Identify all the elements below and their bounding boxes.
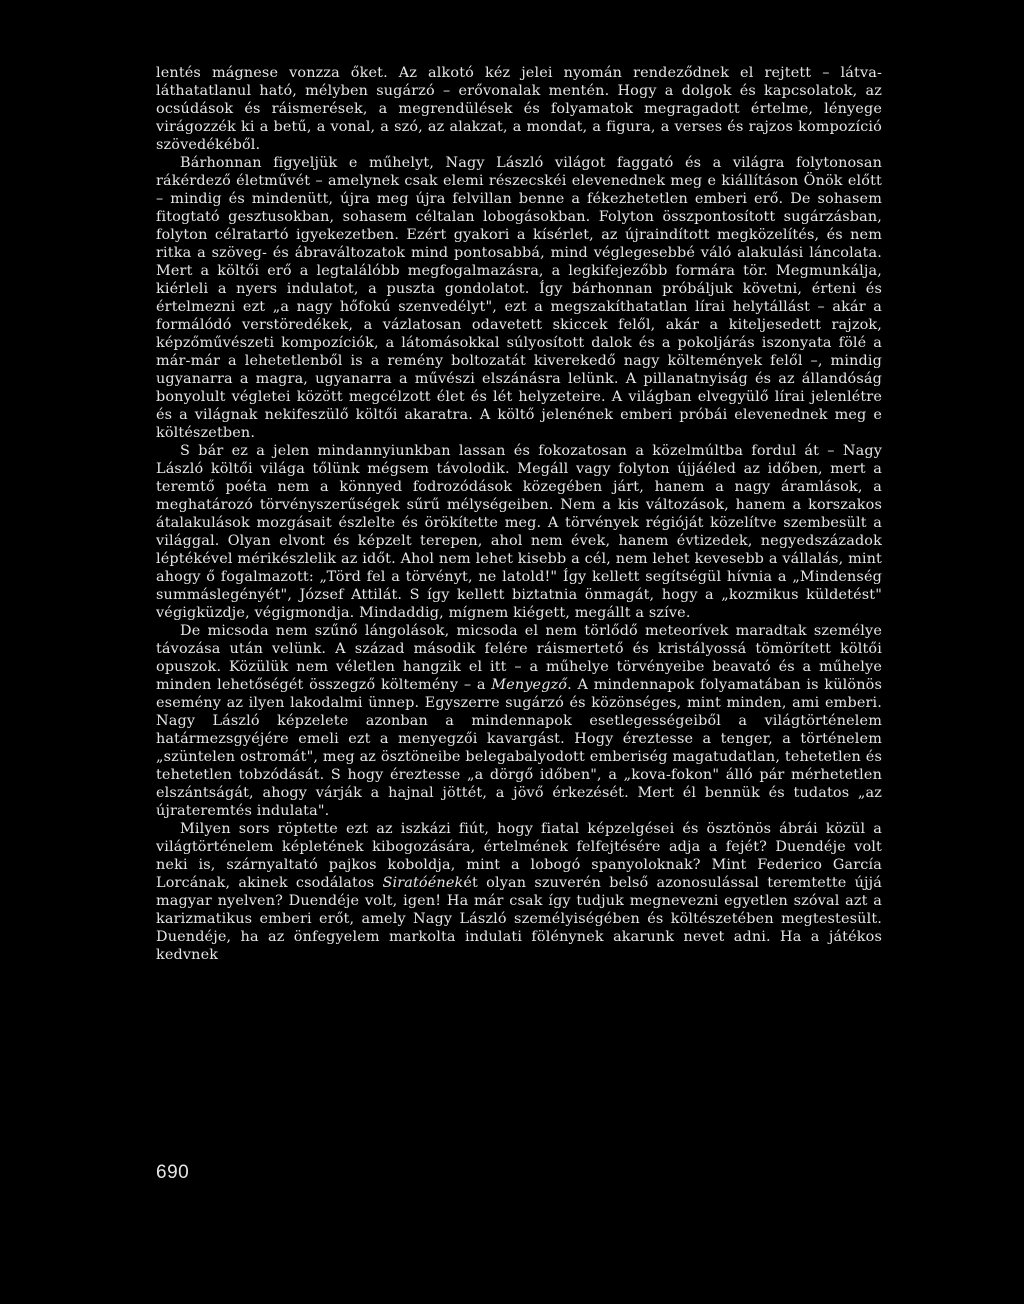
page-number: 690 xyxy=(156,1162,190,1183)
paragraph xyxy=(156,64,882,154)
body-text xyxy=(156,64,882,964)
text-run: . A mindennapok folyamatában is különös esemény az ilyen lakodalmi ünnep. Egyszerre sugárzó és közönséges, mint minden, ami emberi. Nagy László képzelete azonban a mindennapok esetlegességeiből a világtörténelem határmezsgyéjére emeli ezt a menyegzői kavargást. Hogy éreztesse a tenger, a történelem „szüntelen ostromát", meg az ösztöneibe belegabalyodott emberiség magatudatlan, tehetetlen és tehetetlen tobzódását. S hogy éreztesse „a dörgő időben", a „kova-fokon" álló pár mérhetetlen elszántságát, ahogy várják a hajnal jöttét, a jövő érkezését. Mert él bennük és tudatos „az újrateremtés indulata". xyxy=(156,677,882,819)
text-run: De micsoda nem szűnő lángolások, micsoda el nem törlődő meteorívek maradtak személye távozása után velünk. A század második felére ráismertető és kristályossá tömörített költői opuszok. Közülük nem véletlen hangzik el itt – a műhelye törvényeibe beavató és a műhelye minden lehetőségét összegző költemény – a xyxy=(156,623,882,693)
text-run: S bár ez a jelen mindannyiunkban lassan és fokozatosan a közelmúltba fordul át – Nagy László költői világa tőlünk mégsem távolodik. Megáll vagy folyton újjáéled az időben, mert a teremtő poéta nem a könnyed fodrozódások közegében járt, hanem a nagy áramlások, a meghatározó törvényszerűségek sűrű mélységeiben. Nem a kis változások, hanem a korszakos átalakulások mozgásait észlelte és örökítette meg. A törvények régióját közelítve szembesült a világgal. Olyan elvont és képzelt terepen, ahol nem évek, hanem évtizedek, negyedszázadok léptékével mérikészlelik az időt. Ahol nem lehet kisebb a cél, nem lehet kevesebb a vállalás, mint ahogy ő fogalmazott: „Törd fel a törvényt, ne latold!" Így kellett segítségül hívnia a „Mindenség summáslegényét", József Attilát. S így kellett biztatnia önmagát, hogy a „kozmikus küldetést" végigküzdje, végigmondja. Mindaddig, mígnem kiégett, megállt a szíve. xyxy=(156,443,882,621)
paragraph xyxy=(156,154,882,442)
paragraph xyxy=(156,442,882,622)
text-run: ét olyan szuverén belső azonosulással teremtette újjá magyar nyelven? Duendéje volt, igen! Ha már csak így tudjuk megnevezni egyetlen szóval azt a karizmatikus emberi erőt, amely Nagy László személyiségében és költészetében megtestesült. Duendéje, ha az önfegyelem markolta indulati fölénynek akarunk nevet adni. Ha a játékos kedvnek xyxy=(156,875,882,963)
italic-title: Menyegző xyxy=(491,677,568,693)
text-run: Bárhonnan figyeljük e műhelyt, Nagy László világot faggató és a világra folytonosan rákérdező életművét – amelynek csak elemi részecskéi elevenednek meg e kiállításon Önök előtt – mindig és mindenütt, újra meg újra felvillan benne a fékezhetetlen emberi erő. De sohasem fitogtató gesztusokban, sohasem céltalan lobogásokban. Folyton összpontosított sugárzásban, folyton célratartó igyekezetben. Ezért gyakori a kísérlet, az újraindított megközelítés, és nem ritka a szöveg- és ábraváltozatok mind pontosabbá, mind véglegesebbé váló alakulási láncolata. Mert a költői erő a legtalálóbb megfogalmazásra, a legkifejezőbb formára tör. Megmunkálja, kiérleli a nyers indulatot, a puszta gondolatot. Így bárhonnan próbáljuk követni, érteni és értelmezni ezt „a nagy hőfokú szenvedélyt", ezt a megszakíthatatlan lírai helytállást – akár a formálódó verstöredékek, a vázlatosan odavetett skiccek felől, akár a kiteljesedett rajzok, képzőművészeti kompozíciók, a látomásokkal súlyosított dalok és a pokoljárás iszonyata fölé a már-már a lehetetlenből is a remény boltozatát kiverekedő nagy költemények felől –, mindig ugyanarra a magra, ugyanarra a művészi elszánásra lelünk. A pillanatnyiság és az állandóság bonyolult végletei között megcélzott élet és lét helyzeteire. A világban elvegyülő lírai jelenlétre és a világnak nekifeszülő költői akaratra. A költő jelenének emberi próbái elevenednek meg e költészetben. xyxy=(156,155,882,441)
paragraph xyxy=(156,820,882,964)
text-run: lentés mágnese vonzza őket. Az alkotó kéz jelei nyomán rendeződnek el rejtett – látva-láthatatlanul ható, mélyben sugárzó – erővonalak mentén. Hogy a dolgok és kapcsolatok, az ocsúdások és ráismerések, a megrendülések és folyamatok megragadott értelme, lényege virágozzék ki a betű, a vonal, a szó, az alakzat, a mondat, a figura, a verses és rajzos kompozíció szövedékéből. xyxy=(156,65,882,153)
text-run: Milyen sors röptette ezt az iszkázi fiút, hogy fiatal képzelgései és ösztönös ábrái közül a világtörténelem képletének kibogozására, értelmének felfejtésére adja a fejét? Duendéje volt neki is, szárnyaltató pajkos koboldja, mint a lobogó spanyoloknak? Mint Federico García Lorcának, akinek csodálatos xyxy=(156,821,882,891)
italic-title: Siratóének xyxy=(382,875,464,891)
paragraph xyxy=(156,622,882,820)
